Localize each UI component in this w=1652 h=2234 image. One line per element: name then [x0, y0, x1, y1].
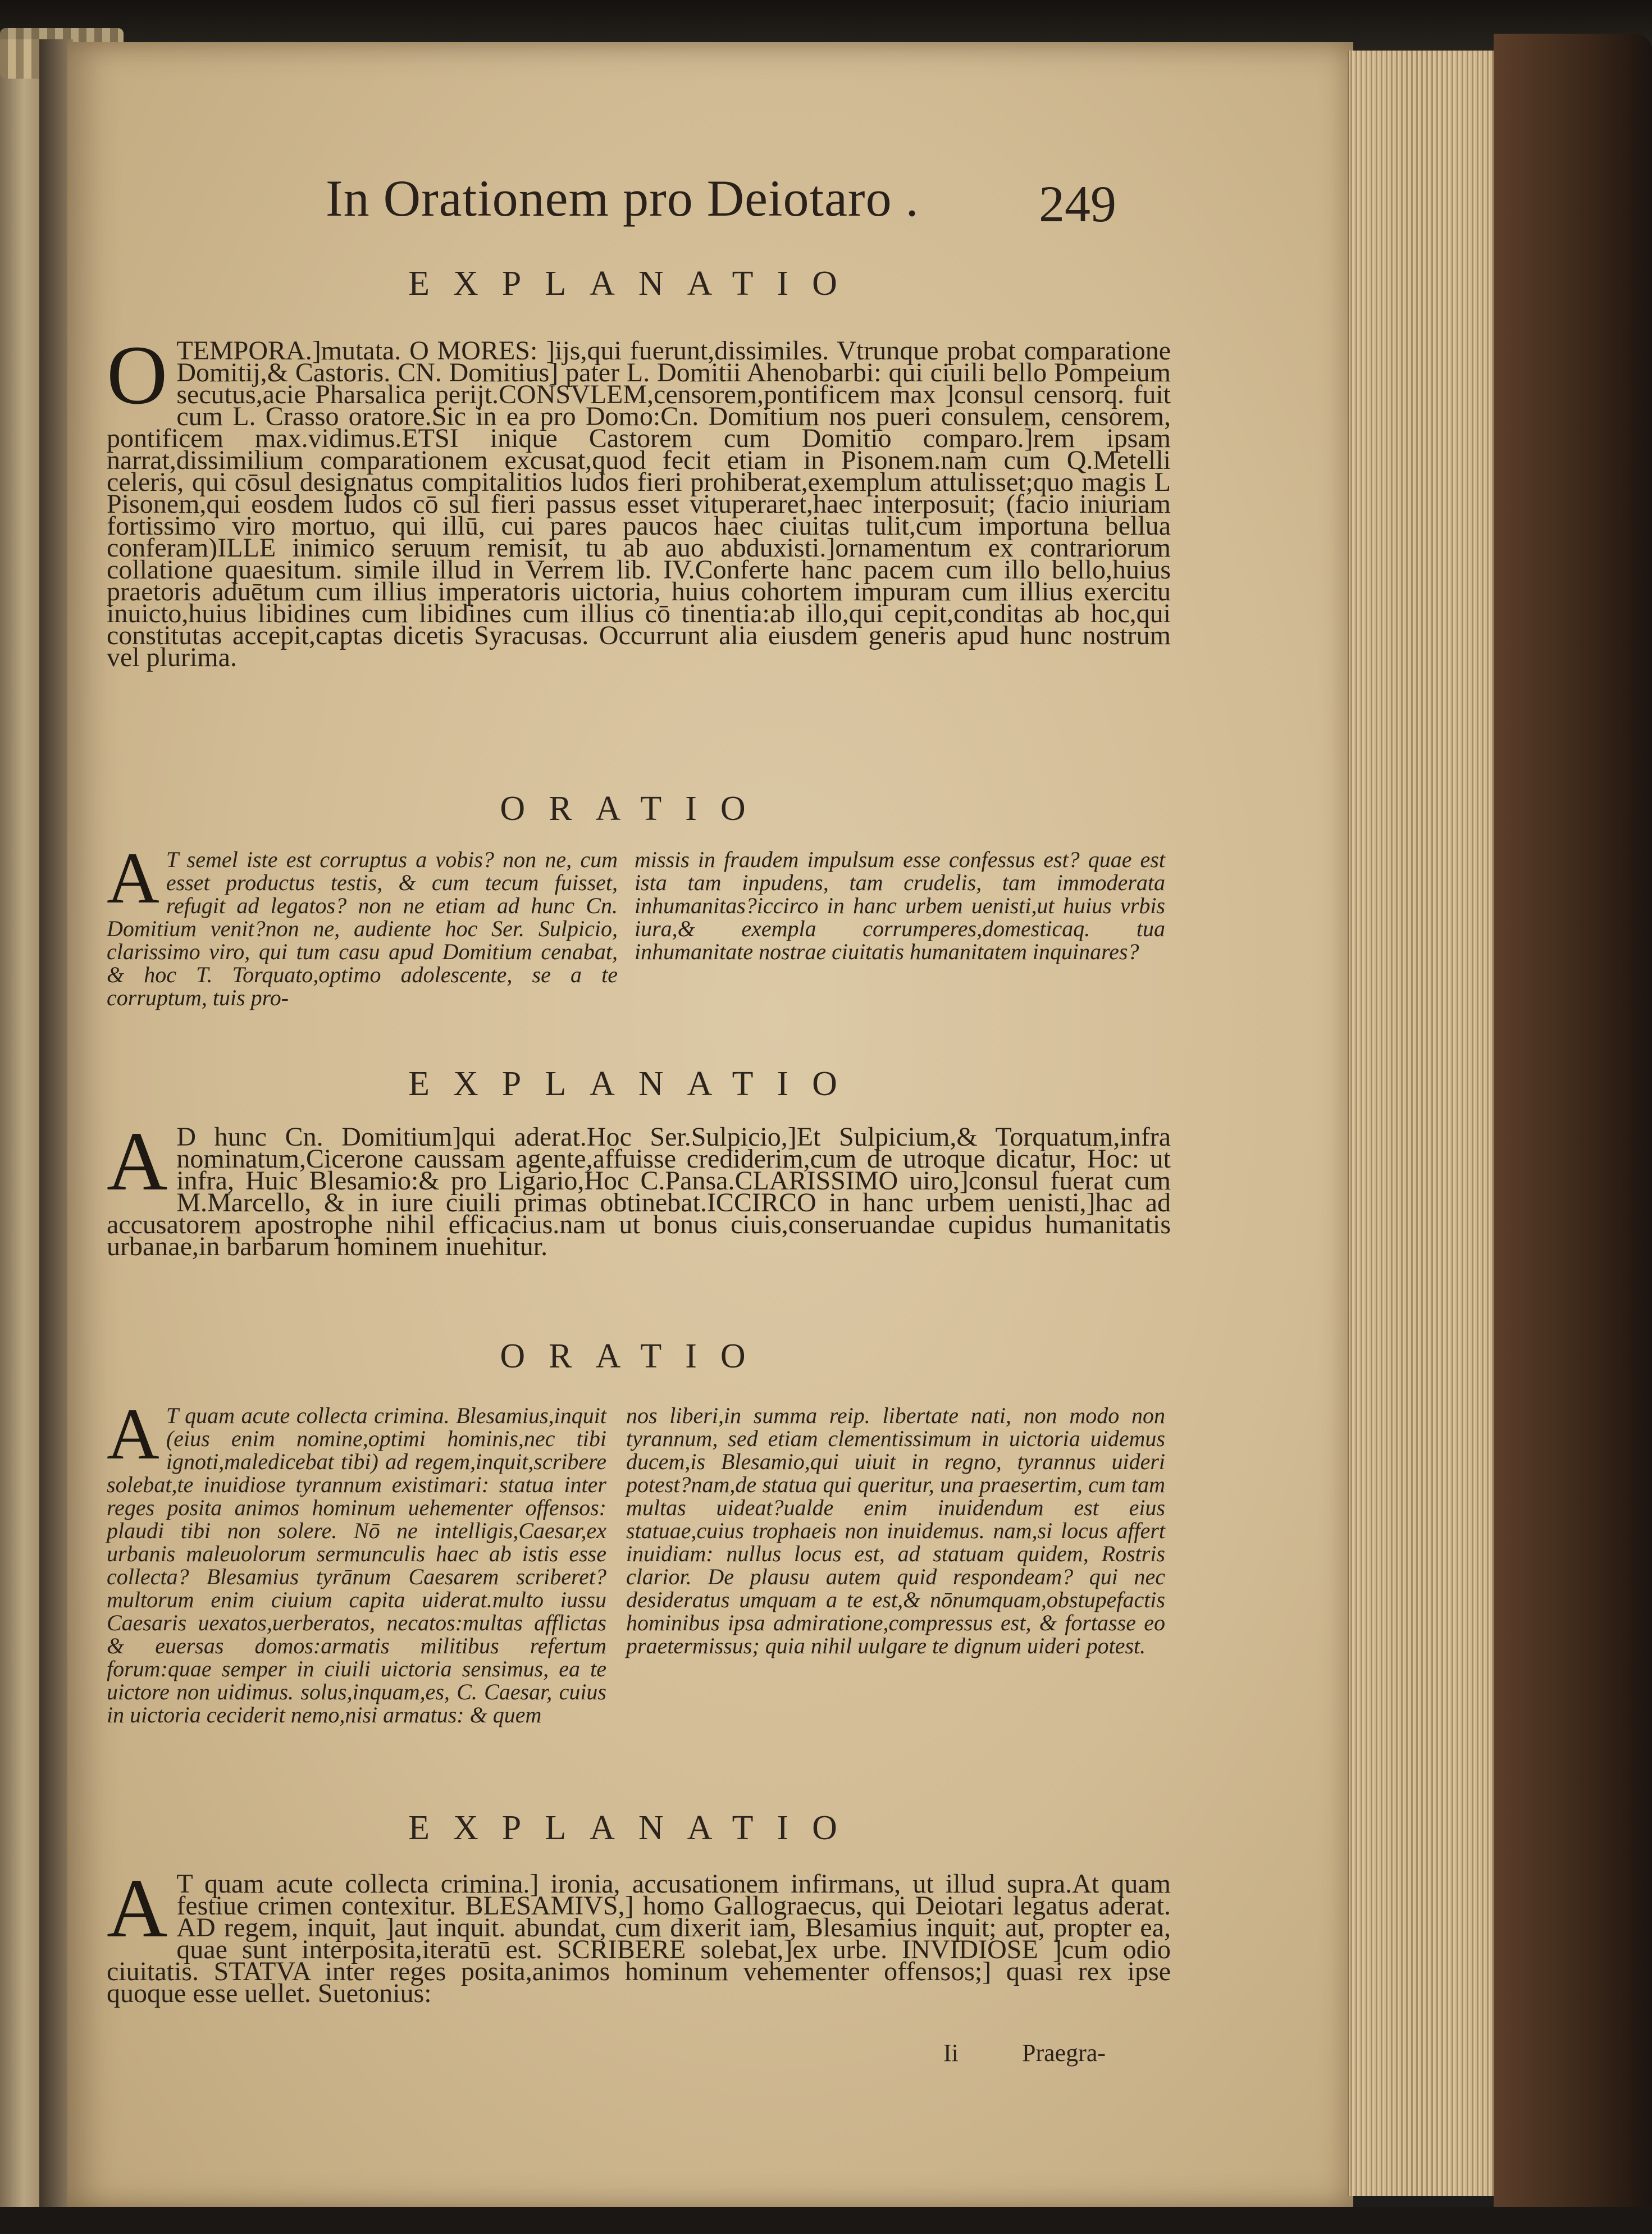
- column-text: T quam acute collecta crimina. Blesamius,inquit (eius enim nomine,optimi hominis,nec tibi ignoti,maledicebat tibi) ad regem,inquit,scribere solebat,te inuidiose tyrannum existimari: statua inter reges posita animos hominum uehementer offensos: plaudi tibi non solere. Nō ne intelligis,Caesar,ex urbanis maleuolorum sermunculis haec ab istis esse collecta? Blesamius tyrānum Caesarem scriberet?multorum enim ciuium capita uiderat.multo iussu Caesaris uexatos,uerberatos, necatos:multas afflictas & euersas domos:armatis militibus refertum forum:quae semper in ciuili uictoria sensimus, ea te uictore non uidimus. solus,inquam,es, C. Caesar, cuius in uictoria ceciderit nemo,nisi armatus: & quem: [107, 1403, 606, 1727]
- oratio-column-right: [635, 848, 1165, 963]
- page-fore-edge: [1348, 51, 1495, 2196]
- section-heading: EXPLANATIO: [408, 1809, 861, 1847]
- previous-page-edge: [0, 39, 39, 2207]
- oratio-column-right: [626, 1404, 1165, 1657]
- column-text: nos liberi,in summa reip. libertate nati, non modo non tyrannum, sed etiam clementissimum in uictoria uidemus ducem,is Blesamio,qui uiuit in regno, tyrannus uideri potest?nam,de statua qui queritur, una praesertim, cum tam multas uideat?ualde enim inuidendum est eius statuae,cuius trophaeis non inuidemus. nam,si locus affert inuidiam: nullus locus est, ad statuam quidem, Rostris clarior. De plausu autem quid respondeam? qui nec desideratus umquam a te est,& nōnumquam,obstupefactis hominibus ipsa admiratione,compressus est, & fortasse eo praetermissus; quia nihil uulgare te dignum uideri potest.: [626, 1403, 1165, 1658]
- drop-initial: A: [107, 1862, 168, 1955]
- oratio-column-left: [107, 838, 618, 1010]
- drop-initial: A: [107, 1394, 159, 1475]
- column-text: T semel iste est corruptus a vobis? non ne, cum esset productus testis, & cum tecum fuisset, refugit ad legatos? non ne etiam ad hunc Cn. Domitium venit?non ne, audiente hoc Ser. Sulpicio, clarissimo viro, qui tum casu apud Domitium cenabat, & hoc T. Torquato,optimo adolescente, se a te corruptum, tuis pro-: [107, 847, 618, 1010]
- section-heading: EXPLANATIO: [408, 265, 861, 303]
- page-number: 249: [1039, 175, 1116, 232]
- oratio-column-left: [107, 1394, 606, 1727]
- catchword: Praegra-: [1022, 2039, 1106, 2067]
- section-heading: ORATIO: [500, 1337, 769, 1375]
- signature-mark: Ii: [943, 2039, 959, 2067]
- paragraph-text: TEMPORA.]mutata. O MORES: ]ijs,qui fuerunt,dissimiles. Vtrunque probat comparatione Domitij,& Castoris. CN. Domitius] pater L. Domitii Ahenobarbi: qui ciuili bello Pompeium secutus,acie Pharsalica perijt.CONSVLEM,censorem,pontificem max ]consul censorq. fuit cum L. Crasso oratore.Sic in ea pro Domo:Cn. Domitium nos pueri consulem, censorem, pontificem max.vidimus.ETSI inique Castorem cum Domitio comparo.]rem ipsam narrat,dissimilium comparationem excusat,quod fecit etiam in Pisonem.nam cum Q.Metelli celeris, qui cōsul designatus compitalitios ludos fieri prohiberat,exemplum attulisset;quo magis L Pisonem,qui eosdem ludos cō sul fieri passus esset vituperaret,haec interposuit; (facio iniuriam fortissimo viro mortuo, qui illū, cui pares paucos haec ciuitas tulit,cum importuna bellua conferam)ILLE inimico seruum remisit, tu ab auo abduxisti.]ornamentum ex contrariorum collatione quaesitum. simile illud in Verrem lib. IV.Conferte hanc pacem cum illo bello,huius praetoris aduētum cum illius imperatoris uictoria, huius cohortem impuram cum illius exercitu inuicto,huius libidines cum libidines cum illius cō tinentia:ab illo,qui cepit,conditas ab hoc,qui constitutas accepit,captas dicetis Syracusas. Occurrunt alia eiusdem generis apud hunc nostrum vel plurima.: [107, 336, 1171, 672]
- book-cover-bottom: [0, 2207, 1652, 2234]
- drop-initial: A: [107, 1115, 168, 1208]
- explanatio-paragraph: [107, 1862, 1171, 2008]
- drop-initial: A: [107, 838, 159, 919]
- section-heading: EXPLANATIO: [408, 1065, 861, 1103]
- paragraph-text: D hunc Cn. Domitium]qui aderat.Hoc Ser.Sulpicio,]Et Sulpicium,& Torquatum,infra nominatum,Cicerone caussam agente,affuisse crediderim,cum de utroque dicatur, Hoc: ut infra, Huic Blesamio:& pro Ligario,Hoc C.Pansa.CLARISSIMO uiro,]consul fuerat cum M.Marcello, & in iure ciuili primas obtinebat.ICCIRCO in hanc urbem uenisti,]hac ad accusatorem apostrophe nihil efficacius.nam ut bonus ciuis,conseruandae cupidus humanitatis urbanae,in barbarum hominem inuehitur.: [107, 1122, 1171, 1261]
- drop-initial: O: [107, 329, 168, 422]
- running-title: In Orationem pro Deiotaro .: [326, 170, 919, 227]
- explanatio-paragraph: [107, 1115, 1171, 1261]
- section-heading: ORATIO: [500, 790, 769, 828]
- column-text: missis in fraudem impulsum esse confessus est? quae est ista tam inpudens, tam crudelis, tam immoderata inhumanitas?iccirco in hanc urbem uenisti,ut huius vrbis iura,& exempla corrumperes,domesticaq. tua inhumanitate nostrae ciuitatis humanitatem inquinares?: [635, 847, 1165, 964]
- book-cover-right: [1494, 34, 1652, 2234]
- paragraph-text: T quam acute collecta crimina.] ironia, accusationem infirmans, ut illud supra.At quam festiue crimen contexitur. BLESAMIVS,] homo Gallograecus, qui Deiotari legatus aderat. AD regem, inquit, ]aut inquit. abundat, cum dixerit iam, Blesamius inquit; aut, propter ea, quae sunt interposita,iteratū est. SCRIBERE solebat,]ex urbe. INVIDIOSE ]cum odio ciuitatis. STATVA inter reges posita,animos hominum vehementer offensos;] quasi rex ipse quoque esse uellet. Suetonius:: [107, 1869, 1171, 2008]
- explanatio-paragraph: [107, 329, 1171, 672]
- running-head: [225, 168, 1179, 258]
